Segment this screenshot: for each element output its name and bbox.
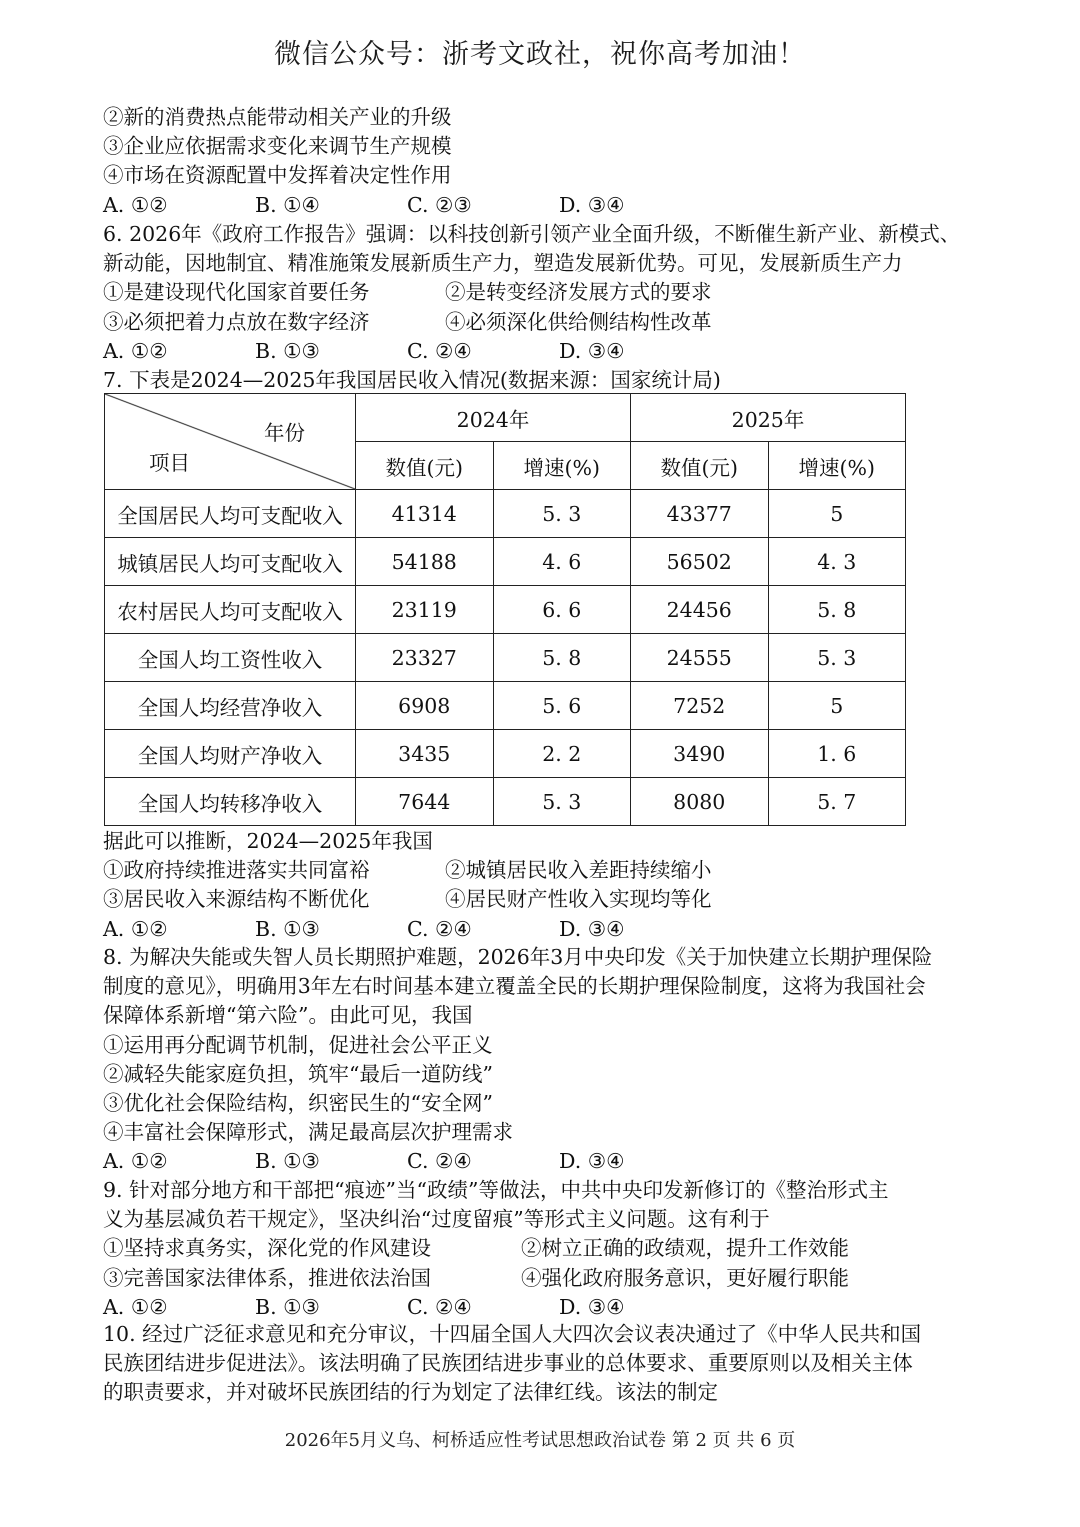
cell-value-2025: 24555 <box>631 634 769 682</box>
cell-value-2025: 24456 <box>631 586 769 634</box>
question-10 <box>103 1320 983 1408</box>
option-a: A. ①② <box>103 1149 168 1174</box>
q7-item: ②城镇居民收入差距持续缩小 <box>445 858 712 883</box>
q7-items-row <box>103 856 983 885</box>
q9-item: ③完善国家法律体系，推进依法治国 <box>103 1265 431 1290</box>
q6-options <box>103 337 983 366</box>
question-6 <box>103 220 983 366</box>
q7-after: 据此可以推断，2024—2025年我国 <box>103 829 433 853</box>
cell-value-2024: 23327 <box>356 634 494 682</box>
q8-stem-line: 制度的意见》，明确用3年左右时间基本建立覆盖全民的长期护理保险制度，这将为我国社会 <box>103 974 926 999</box>
q7-items-row <box>103 885 983 914</box>
q10-stem-line: 的职责要求，并对破坏民族团结的行为划定了法律红线。该法的制定 <box>103 1380 718 1405</box>
q10-stem-line: 民族团结进步促进法》。该法明确了民族团结进步事业的总体要求、重要原则以及相关主体 <box>103 1351 913 1376</box>
question-5 <box>103 103 983 220</box>
option-d: D. ③④ <box>559 916 625 941</box>
q8-item: ④丰富社会保障形式，满足最高层次护理需求 <box>103 1120 513 1145</box>
option-c: C. ②④ <box>407 916 472 941</box>
cell-growth-2025: 5. 7 <box>768 778 906 826</box>
cell-growth-2024: 4. 6 <box>493 538 631 586</box>
cell-value-2025: 7252 <box>631 682 769 730</box>
table-corner-cell <box>105 394 356 490</box>
q9-items-row <box>103 1264 983 1293</box>
q7-stem: 7. 下表是2024—2025年我国居民收入情况(数据来源：国家统计局) <box>103 368 721 392</box>
column-header: 数值(元) <box>356 442 494 490</box>
cell-value-2024: 23119 <box>356 586 494 634</box>
q6-stem-line: 新动能，因地制宜、精准施策发展新质生产力，塑造发展新优势。可见，发展新质生产力 <box>103 251 903 276</box>
question-9 <box>103 1176 983 1322</box>
column-header: 增速(%) <box>493 442 631 490</box>
q9-item: ②树立正确的政绩观，提升工作效能 <box>521 1236 849 1261</box>
cell-growth-2025: 5 <box>768 490 906 538</box>
option-a: A. ①② <box>103 338 168 363</box>
q9-item: ①坚持求真务实，深化党的作风建设 <box>103 1236 431 1261</box>
option-b: B. ①③ <box>255 1149 320 1174</box>
q5-options <box>103 191 983 220</box>
option-b: B. ①③ <box>255 338 320 363</box>
cell-growth-2025: 4. 3 <box>768 538 906 586</box>
q8-stem-line: 保障体系新增“第六险”。由此可见，我国 <box>103 1003 473 1028</box>
q8-stem-line: 8. 为解决失能或失智人员长期照护难题，2026年3月中央印发《关于加快建立长期护理保险 <box>103 945 933 969</box>
q9-stem-line: 义为基层减负若干规定》，坚决纠治“过度留痕”等形式主义问题。这有利于 <box>103 1207 770 1232</box>
row-label: 全国人均转移净收入 <box>105 778 356 826</box>
table-row <box>105 586 906 634</box>
option-d: D. ③④ <box>559 1149 625 1174</box>
cell-value-2024: 54188 <box>356 538 494 586</box>
cell-value-2025: 56502 <box>631 538 769 586</box>
cell-value-2024: 7644 <box>356 778 494 826</box>
cell-growth-2025: 5. 8 <box>768 586 906 634</box>
option-d: D. ③④ <box>559 338 625 363</box>
q6-items-row <box>103 308 983 337</box>
option-c: C. ②④ <box>407 1294 472 1319</box>
q9-options <box>103 1293 983 1322</box>
q7-item: ③居民收入来源结构不断优化 <box>103 887 370 912</box>
q5-item: ③企业应依据需求变化来调节生产规模 <box>103 134 452 159</box>
cell-growth-2025: 1. 6 <box>768 730 906 778</box>
option-b: B. ①③ <box>255 1294 320 1319</box>
q8-options <box>103 1147 983 1176</box>
year-header: 2025年 <box>631 394 906 442</box>
cell-growth-2024: 6. 6 <box>493 586 631 634</box>
option-c: C. ②④ <box>407 338 472 363</box>
q6-items-row <box>103 278 983 307</box>
header-year: 年份 <box>264 421 305 445</box>
question-7-stem <box>103 366 983 395</box>
page-header: 微信公众号：浙考文政社，祝你高考加油！ <box>274 39 806 70</box>
option-a: A. ①② <box>103 916 168 941</box>
page-footer: 2026年5月义乌、柯桥适应性考试思想政治试卷 第 2 页 共 6 页 <box>284 1430 796 1451</box>
question-8 <box>103 943 983 1177</box>
row-label: 全国人均工资性收入 <box>105 634 356 682</box>
option-c: C. ②③ <box>407 192 472 217</box>
cell-growth-2024: 5. 6 <box>493 682 631 730</box>
option-d: D. ③④ <box>559 1294 625 1319</box>
q9-items-row <box>103 1234 983 1263</box>
year-header: 2024年 <box>356 394 631 442</box>
table-row <box>105 490 906 538</box>
cell-value-2024: 6908 <box>356 682 494 730</box>
cell-growth-2024: 2. 2 <box>493 730 631 778</box>
cell-value-2025: 8080 <box>631 778 769 826</box>
q8-item: ②减轻失能家庭负担，筑牢“最后一道防线” <box>103 1061 493 1086</box>
cell-value-2025: 3490 <box>631 730 769 778</box>
table-row <box>105 682 906 730</box>
q7-item: ①政府持续推进落实共同富裕 <box>103 858 370 883</box>
option-d: D. ③④ <box>559 192 625 217</box>
cell-growth-2024: 5. 3 <box>493 490 631 538</box>
q7-item: ④居民财产性收入实现均等化 <box>445 887 712 912</box>
row-label: 全国居民人均可支配收入 <box>105 490 356 538</box>
table-row <box>105 634 906 682</box>
option-c: C. ②④ <box>407 1149 472 1174</box>
cell-growth-2025: 5. 3 <box>768 634 906 682</box>
q9-stem-line: 9. 针对部分地方和干部把“痕迹”当“政绩”等做法，中共中央印发新修订的《整治形式主 <box>103 1178 889 1202</box>
column-header: 增速(%) <box>768 442 906 490</box>
row-label: 城镇居民人均可支配收入 <box>105 538 356 586</box>
option-a: A. ①② <box>103 1294 168 1319</box>
table-row <box>105 778 906 826</box>
q8-item: ③优化社会保险结构，织密民生的“安全网” <box>103 1091 493 1116</box>
cell-growth-2025: 5 <box>768 682 906 730</box>
income-table <box>104 393 906 826</box>
diagonal-header <box>105 394 355 489</box>
cell-value-2024: 3435 <box>356 730 494 778</box>
header-item: 项目 <box>149 451 190 475</box>
q10-stem-line: 10. 经过广泛征求意见和充分审议，十四届全国人大四次会议表决通过了《中华人民共和国 <box>103 1322 922 1346</box>
row-label: 农村居民人均可支配收入 <box>105 586 356 634</box>
cell-growth-2024: 5. 3 <box>493 778 631 826</box>
table-row <box>105 730 906 778</box>
column-header: 数值(元) <box>631 442 769 490</box>
q9-item: ④强化政府服务意识，更好履行职能 <box>521 1265 849 1290</box>
q5-item: ②新的消费热点能带动相关产业的升级 <box>103 105 452 129</box>
q5-item: ④市场在资源配置中发挥着决定性作用 <box>103 163 452 188</box>
option-b: B. ①③ <box>255 916 320 941</box>
q6-item: ①是建设现代化国家首要任务 <box>103 280 370 305</box>
option-b: B. ①④ <box>255 192 320 217</box>
row-label: 全国人均经营净收入 <box>105 682 356 730</box>
table-row <box>105 538 906 586</box>
q6-item: ④必须深化供给侧结构性改革 <box>445 309 712 334</box>
row-label: 全国人均财产净收入 <box>105 730 356 778</box>
q6-item: ③必须把着力点放在数字经济 <box>103 309 370 334</box>
q6-item: ②是转变经济发展方式的要求 <box>445 280 712 305</box>
question-7-body <box>103 827 983 944</box>
q8-item: ①运用再分配调节机制，促进社会公平正义 <box>103 1032 493 1057</box>
cell-value-2024: 41314 <box>356 490 494 538</box>
cell-growth-2024: 5. 8 <box>493 634 631 682</box>
q6-stem-line: 6. 2026年《政府工作报告》强调：以科技创新引领产业全面升级，不断催生新产业、新模式、 <box>103 222 961 246</box>
option-a: A. ①② <box>103 192 168 217</box>
q7-options <box>103 915 983 944</box>
cell-value-2025: 43377 <box>631 490 769 538</box>
